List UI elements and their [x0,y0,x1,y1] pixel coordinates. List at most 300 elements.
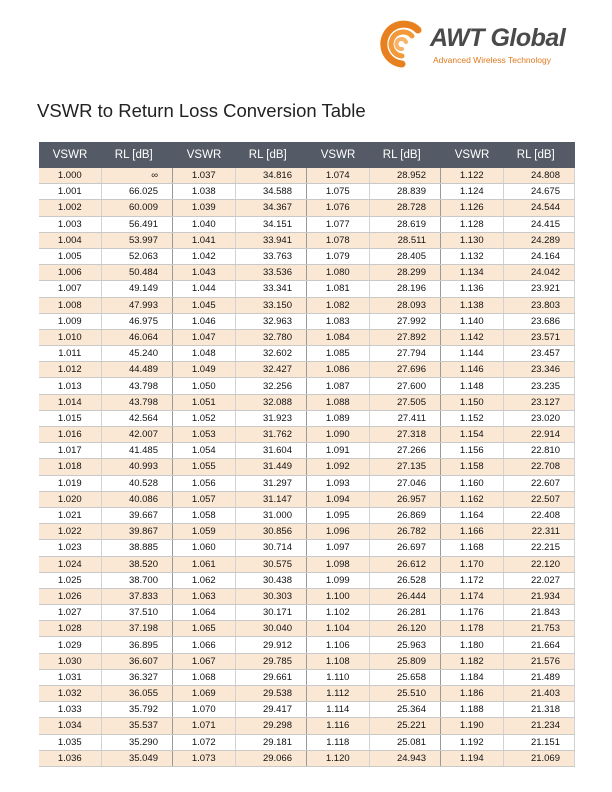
vswr-cell: 1.052 [173,410,235,426]
table-row [39,329,173,345]
vswr-cell: 1.029 [39,637,101,653]
rl-cell: 34.816 [235,168,307,184]
vswr-cell: 1.060 [173,540,235,556]
table-row [173,281,307,297]
table-row [307,540,441,556]
table-row [441,653,575,669]
vswr-cell: 1.194 [441,750,503,766]
table-row [39,669,173,685]
vswr-header: VSWR [307,142,369,168]
table-row [173,605,307,621]
vswr-cell: 1.099 [307,572,369,588]
rl-cell: 35.290 [101,734,173,750]
vswr-cell: 1.118 [307,734,369,750]
vswr-cell: 1.039 [173,200,235,216]
table-row [441,491,575,507]
vswr-cell: 1.086 [307,362,369,378]
table-row [307,637,441,653]
table-row [441,637,575,653]
rl-cell: 36.327 [101,669,173,685]
vswr-header: VSWR [39,142,101,168]
rl-cell: 31.762 [235,427,307,443]
rl-cell: 29.785 [235,653,307,669]
table-row [173,475,307,491]
table-row [173,346,307,362]
vswr-cell: 1.046 [173,313,235,329]
vswr-cell: 1.178 [441,621,503,637]
rl-cell: 31.923 [235,410,307,426]
rl-cell: 21.403 [503,686,575,702]
rl-cell: 37.833 [101,588,173,604]
table-row [307,346,441,362]
vswr-cell: 1.077 [307,216,369,232]
rl-cell: 27.318 [369,427,441,443]
table-row [39,216,173,232]
conversion-table [39,142,575,767]
rl-cell: 26.697 [369,540,441,556]
vswr-cell: 1.144 [441,346,503,362]
vswr-cell: 1.138 [441,297,503,313]
table-row [173,427,307,443]
table-row [307,313,441,329]
table-row [39,168,173,184]
vswr-cell: 1.092 [307,459,369,475]
rl-cell: 24.164 [503,248,575,264]
rl-cell: 23.457 [503,346,575,362]
table-row [39,410,173,426]
vswr-cell: 1.124 [441,184,503,200]
rl-cell: 33.150 [235,297,307,313]
vswr-cell: 1.186 [441,686,503,702]
vswr-cell: 1.120 [307,750,369,766]
rl-cell: 37.510 [101,605,173,621]
rl-cell: 27.505 [369,394,441,410]
vswr-cell: 1.064 [173,605,235,621]
rl-cell: 25.658 [369,669,441,685]
rl-cell: 32.602 [235,346,307,362]
vswr-cell: 1.037 [173,168,235,184]
vswr-cell: 1.038 [173,184,235,200]
vswr-cell: 1.024 [39,556,101,572]
table-row [173,669,307,685]
rl-cell: 21.318 [503,702,575,718]
vswr-cell: 1.108 [307,653,369,669]
rl-cell: 23.346 [503,362,575,378]
rl-cell: 23.686 [503,313,575,329]
table-row [173,394,307,410]
table-row [307,232,441,248]
table-row [39,459,173,475]
table-row [39,750,173,766]
rl-cell: 43.798 [101,378,173,394]
table-row [39,507,173,523]
table-row [441,621,575,637]
table-group-3 [307,142,441,767]
rl-cell: 28.299 [369,265,441,281]
rl-cell: 32.088 [235,394,307,410]
table-row [441,556,575,572]
vswr-cell: 1.142 [441,329,503,345]
vswr-cell: 1.012 [39,362,101,378]
rl-cell: ∞ [101,168,173,184]
vswr-cell: 1.160 [441,475,503,491]
rl-cell: 37.198 [101,621,173,637]
rl-cell: 41.485 [101,443,173,459]
rl-cell: 30.575 [235,556,307,572]
vswr-cell: 1.150 [441,394,503,410]
rl-cell: 28.619 [369,216,441,232]
vswr-cell: 1.069 [173,686,235,702]
table-row [307,718,441,734]
vswr-cell: 1.028 [39,621,101,637]
rl-cell: 60.009 [101,200,173,216]
rl-cell: 22.027 [503,572,575,588]
table-row [441,248,575,264]
table-row [173,540,307,556]
table-group-2 [173,142,307,767]
vswr-cell: 1.164 [441,507,503,523]
table-row [173,232,307,248]
vswr-cell: 1.146 [441,362,503,378]
vswr-cell: 1.168 [441,540,503,556]
vswr-cell: 1.192 [441,734,503,750]
vswr-cell: 1.058 [173,507,235,523]
rl-cell: 38.885 [101,540,173,556]
rl-header: RL [dB] [369,142,441,168]
table-row [441,427,575,443]
table-row [441,669,575,685]
rl-cell: 21.753 [503,621,575,637]
rl-cell: 27.046 [369,475,441,491]
vswr-cell: 1.025 [39,572,101,588]
rl-cell: 33.941 [235,232,307,248]
rl-cell: 22.607 [503,475,575,491]
rl-cell: 36.055 [101,686,173,702]
vswr-cell: 1.051 [173,394,235,410]
vswr-cell: 1.184 [441,669,503,685]
vswr-cell: 1.100 [307,588,369,604]
table-row [39,443,173,459]
rl-cell: 25.081 [369,734,441,750]
vswr-cell: 1.075 [307,184,369,200]
table-row [307,443,441,459]
vswr-cell: 1.093 [307,475,369,491]
table-row [441,346,575,362]
vswr-cell: 1.002 [39,200,101,216]
table-row [173,362,307,378]
vswr-cell: 1.122 [441,168,503,184]
vswr-cell: 1.110 [307,669,369,685]
rl-cell: 22.708 [503,459,575,475]
table-row [173,168,307,184]
table-row [173,653,307,669]
vswr-cell: 1.072 [173,734,235,750]
header-row [39,142,173,168]
table-row [39,297,173,313]
table-row [307,524,441,540]
table-row [441,378,575,394]
vswr-cell: 1.095 [307,507,369,523]
table-row [39,734,173,750]
vswr-cell: 1.112 [307,686,369,702]
vswr-cell: 1.044 [173,281,235,297]
table-row [307,329,441,345]
vswr-cell: 1.190 [441,718,503,734]
vswr-cell: 1.032 [39,686,101,702]
table-row [441,750,575,766]
table-row [307,475,441,491]
table-row [173,459,307,475]
rl-cell: 31.449 [235,459,307,475]
rl-cell: 29.538 [235,686,307,702]
rl-cell: 27.992 [369,313,441,329]
rl-cell: 33.536 [235,265,307,281]
rl-cell: 56.491 [101,216,173,232]
vswr-cell: 1.030 [39,653,101,669]
vswr-cell: 1.043 [173,265,235,281]
rl-cell: 42.564 [101,410,173,426]
vswr-cell: 1.016 [39,427,101,443]
rl-cell: 22.215 [503,540,575,556]
vswr-cell: 1.176 [441,605,503,621]
table-row [173,637,307,653]
vswr-cell: 1.014 [39,394,101,410]
vswr-cell: 1.068 [173,669,235,685]
vswr-cell: 1.136 [441,281,503,297]
vswr-cell: 1.022 [39,524,101,540]
vswr-cell: 1.083 [307,313,369,329]
table-row [441,605,575,621]
rl-cell: 22.507 [503,491,575,507]
rl-cell: 52.063 [101,248,173,264]
table-row [173,248,307,264]
rl-cell: 32.963 [235,313,307,329]
rl-cell: 40.993 [101,459,173,475]
table-row [173,329,307,345]
rl-cell: 46.975 [101,313,173,329]
table-row [173,621,307,637]
rl-cell: 34.588 [235,184,307,200]
company-logo [372,20,582,70]
rl-cell: 30.438 [235,572,307,588]
rl-cell: 24.289 [503,232,575,248]
table-row [173,588,307,604]
table-row [39,572,173,588]
table-row [39,346,173,362]
rl-cell: 23.571 [503,329,575,345]
rl-cell: 28.511 [369,232,441,248]
vswr-cell: 1.106 [307,637,369,653]
table-row [173,297,307,313]
vswr-cell: 1.114 [307,702,369,718]
table-row [307,265,441,281]
vswr-cell: 1.001 [39,184,101,200]
rl-cell: 28.093 [369,297,441,313]
vswr-cell: 1.170 [441,556,503,572]
table-row [39,491,173,507]
rl-cell: 32.427 [235,362,307,378]
vswr-cell: 1.140 [441,313,503,329]
table-row [441,297,575,313]
vswr-cell: 1.031 [39,669,101,685]
vswr-cell: 1.082 [307,297,369,313]
rl-cell: 26.869 [369,507,441,523]
table-row [39,653,173,669]
rl-cell: 21.934 [503,588,575,604]
table-row [39,540,173,556]
rl-cell: 24.544 [503,200,575,216]
header-row [441,142,575,168]
rl-cell: 27.892 [369,329,441,345]
table-row [39,605,173,621]
rl-cell: 27.135 [369,459,441,475]
vswr-cell: 1.182 [441,653,503,669]
vswr-cell: 1.096 [307,524,369,540]
table-row [39,313,173,329]
rl-cell: 39.667 [101,507,173,523]
vswr-cell: 1.090 [307,427,369,443]
vswr-cell: 1.073 [173,750,235,766]
rl-cell: 21.576 [503,653,575,669]
table-row [39,184,173,200]
rl-cell: 35.792 [101,702,173,718]
rl-header: RL [dB] [101,142,173,168]
vswr-cell: 1.081 [307,281,369,297]
vswr-header: VSWR [173,142,235,168]
table-row [173,507,307,523]
vswr-cell: 1.088 [307,394,369,410]
vswr-cell: 1.094 [307,491,369,507]
table-row [39,200,173,216]
table-row [307,491,441,507]
vswr-cell: 1.067 [173,653,235,669]
rl-cell: 34.367 [235,200,307,216]
vswr-cell: 1.066 [173,637,235,653]
rl-cell: 27.794 [369,346,441,362]
rl-cell: 21.843 [503,605,575,621]
vswr-cell: 1.080 [307,265,369,281]
vswr-cell: 1.104 [307,621,369,637]
vswr-cell: 1.023 [39,540,101,556]
table-row [441,410,575,426]
table-row [173,491,307,507]
table-row [307,184,441,200]
rl-cell: 45.240 [101,346,173,362]
table-row [173,734,307,750]
rl-cell: 27.266 [369,443,441,459]
vswr-cell: 1.087 [307,378,369,394]
table-row [307,200,441,216]
table-row [39,248,173,264]
rl-cell: 26.528 [369,572,441,588]
rl-cell: 32.780 [235,329,307,345]
vswr-cell: 1.089 [307,410,369,426]
table-row [173,750,307,766]
table-row [173,443,307,459]
vswr-cell: 1.000 [39,168,101,184]
table-row [307,750,441,766]
vswr-cell: 1.062 [173,572,235,588]
table-row [307,362,441,378]
rl-cell: 24.943 [369,750,441,766]
vswr-cell: 1.098 [307,556,369,572]
brand-name: AWT Global [430,24,566,52]
table-row [39,378,173,394]
rl-cell: 31.297 [235,475,307,491]
vswr-cell: 1.054 [173,443,235,459]
page-title: VSWR to Return Loss Conversion Table [37,100,366,121]
rl-cell: 23.235 [503,378,575,394]
rl-cell: 38.700 [101,572,173,588]
table-row [441,232,575,248]
vswr-cell: 1.036 [39,750,101,766]
table-row [39,686,173,702]
table-row [39,362,173,378]
table-row [39,475,173,491]
rl-cell: 21.151 [503,734,575,750]
rl-cell: 23.921 [503,281,575,297]
vswr-cell: 1.041 [173,232,235,248]
vswr-cell: 1.065 [173,621,235,637]
rl-cell: 22.914 [503,427,575,443]
brand-tagline: Advanced Wireless Technology [433,55,551,65]
vswr-cell: 1.018 [39,459,101,475]
vswr-cell: 1.019 [39,475,101,491]
vswr-cell: 1.007 [39,281,101,297]
rl-cell: 29.912 [235,637,307,653]
vswr-cell: 1.005 [39,248,101,264]
rl-header: RL [dB] [235,142,307,168]
table-row [307,702,441,718]
vswr-cell: 1.156 [441,443,503,459]
table-row [173,572,307,588]
rl-cell: 23.127 [503,394,575,410]
table-row [39,232,173,248]
table-row [173,313,307,329]
table-row [39,637,173,653]
rl-cell: 23.803 [503,297,575,313]
rl-cell: 31.604 [235,443,307,459]
vswr-cell: 1.074 [307,168,369,184]
rl-cell: 31.147 [235,491,307,507]
rl-cell: 28.405 [369,248,441,264]
rl-cell: 32.256 [235,378,307,394]
rl-cell: 43.798 [101,394,173,410]
rl-cell: 25.221 [369,718,441,734]
table-row [307,653,441,669]
vswr-cell: 1.034 [39,718,101,734]
rl-cell: 25.510 [369,686,441,702]
table-row [173,200,307,216]
rl-cell: 29.181 [235,734,307,750]
rl-cell: 22.408 [503,507,575,523]
table-group-1 [39,142,173,767]
table-row [39,621,173,637]
rl-cell: 30.171 [235,605,307,621]
rl-cell: 66.025 [101,184,173,200]
rl-cell: 53.997 [101,232,173,248]
table-row [307,248,441,264]
table-row [307,427,441,443]
vswr-cell: 1.006 [39,265,101,281]
vswr-cell: 1.063 [173,588,235,604]
rl-cell: 26.281 [369,605,441,621]
vswr-cell: 1.011 [39,346,101,362]
table-row [307,459,441,475]
table-row [307,669,441,685]
table-row [39,281,173,297]
table-row [173,524,307,540]
